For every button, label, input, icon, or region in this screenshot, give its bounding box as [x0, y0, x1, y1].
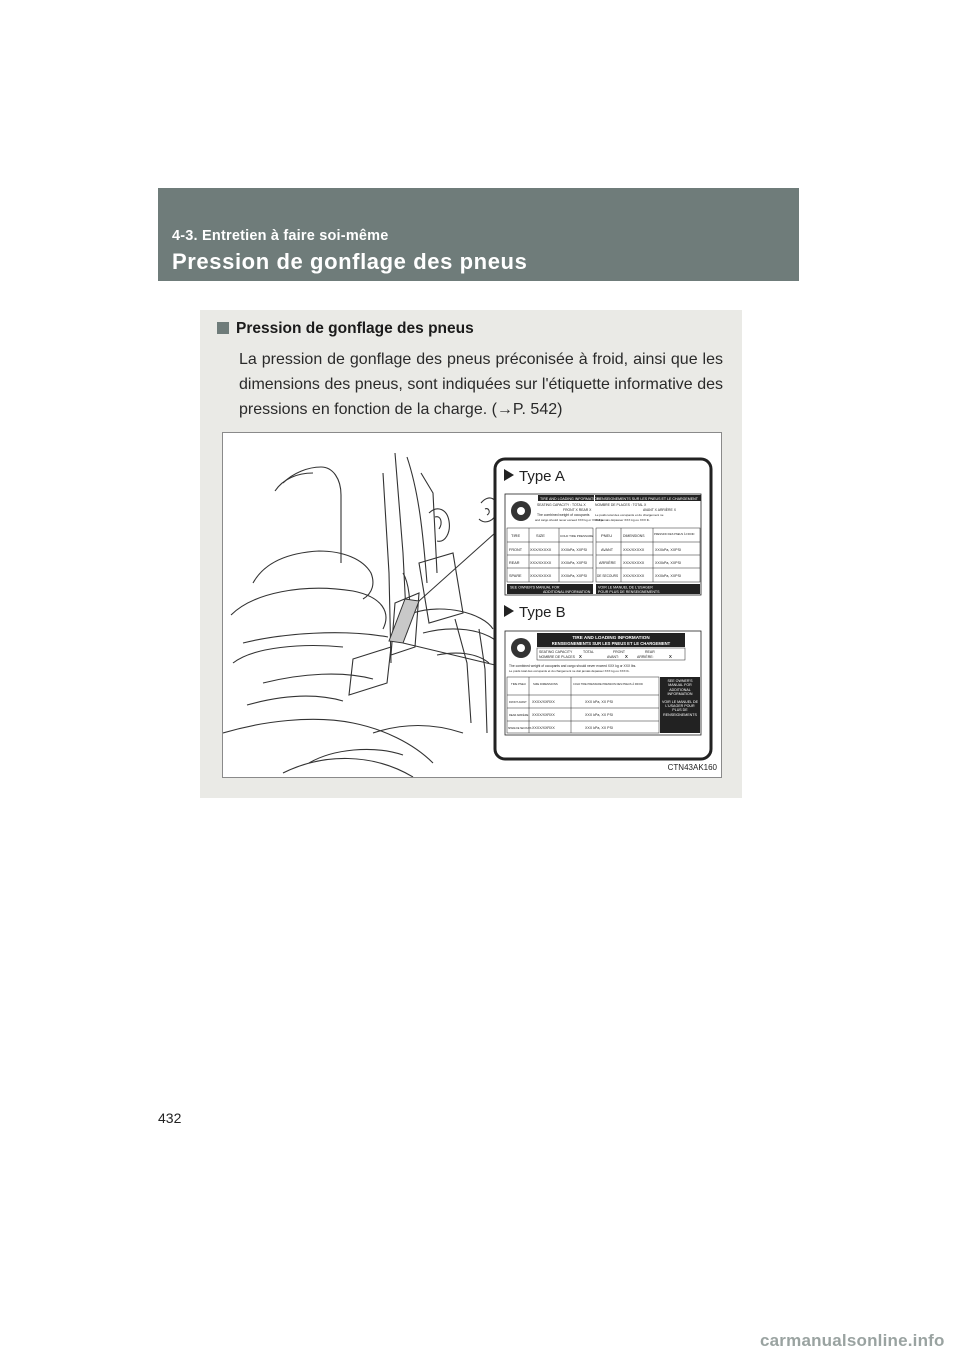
svg-text:XXXkPa, XXPSI: XXXkPa, XXPSI — [655, 561, 681, 565]
type-b-label: Type B — [519, 604, 566, 621]
svg-text:RENSEIGNEMENTS SUR LES PNEUS E: RENSEIGNEMENTS SUR LES PNEUS ET LE CHARGEMENT — [597, 497, 698, 501]
svg-text:The combined weight of occupan: The combined weight of occupants — [537, 513, 590, 517]
svg-text:X: X — [669, 654, 672, 659]
svg-text:XXXkPa, XXPSI: XXXkPa, XXPSI — [561, 561, 587, 565]
svg-text:XXX kPa, XX PSI: XXX kPa, XX PSI — [585, 726, 613, 730]
svg-text:XXXkPa, XXPSI: XXXkPa, XXPSI — [561, 574, 587, 578]
svg-text:FRONT: FRONT — [509, 548, 523, 552]
label-type-b — [505, 631, 701, 735]
svg-text:The combined weight of occupan: The combined weight of occupants and cargo should never exceed XXX kg or XXX lbs. — [509, 664, 637, 668]
svg-text:AVANT:: AVANT: — [607, 655, 619, 659]
svg-text:X: X — [625, 654, 628, 659]
svg-text:XXXkPa, XXPSI: XXXkPa, XXPSI — [561, 548, 587, 552]
watermark: carmanualsonline.info — [760, 1331, 945, 1350]
svg-text:COLD TIRE PRESSURE: COLD TIRE PRESSURE — [560, 534, 594, 538]
body-paragraph: La pression de gonflage des pneus préconisée à froid, ainsi que les dimensions des pneus, sont indiquées sur l'étiquette informative des pressions en fonction de la charge. (→P. 542) — [239, 351, 723, 418]
svg-text:DE SECOURS: DE SECOURS — [597, 574, 619, 578]
svg-text:XXXX/XXRXX: XXXX/XXRXX — [532, 713, 555, 717]
tire-label-illustration — [222, 432, 722, 778]
svg-text:SIZE: SIZE — [536, 533, 545, 538]
label-b-side-fr: VOIR LE MANUEL DE L'USAGER POUR PLUS DE RENSEIGNEMENTS — [661, 699, 698, 717]
type-a-label: Type A — [519, 468, 565, 485]
subheading-text: Pression de gonflage des pneus — [236, 320, 474, 337]
illustration-code: CTN43AK160 — [667, 763, 717, 772]
svg-text:REAR ARRIÈRE: REAR ARRIÈRE — [509, 714, 529, 717]
svg-text:SEATING CAPACITY: SEATING CAPACITY — [539, 650, 573, 654]
svg-text:COLD TIRE PRESSURE PRESSION DE: COLD TIRE PRESSURE PRESSION DES PNEUS À FROID — [573, 683, 643, 686]
svg-text:XXXX/XXRXX: XXXX/XXRXX — [532, 700, 555, 704]
svg-text:SEE OWNER'S MANUAL FOR: SEE OWNER'S MANUAL FOR — [510, 585, 560, 590]
svg-text:FRONT X REAR X: FRONT X REAR X — [563, 508, 592, 512]
svg-text:XXXX/XXRXX: XXXX/XXRXX — [532, 726, 555, 730]
svg-text:PRESSION DES PNEUS À FROID: PRESSION DES PNEUS À FROID — [654, 533, 695, 536]
svg-text:REAR: REAR — [509, 561, 520, 565]
subheading — [217, 320, 474, 338]
svg-text:XXX/XXXXX: XXX/XXXXX — [623, 548, 645, 552]
svg-text:doit jamais dépasser XXX kg ou: doit jamais dépasser XXX kg ou XXX lb. — [595, 518, 651, 522]
svg-text:DIMENSIONS: DIMENSIONS — [623, 534, 645, 538]
page-number: 432 — [158, 1110, 182, 1126]
car-door-drawing — [223, 453, 499, 777]
page-title: Pression de gonflage des pneus — [172, 249, 528, 274]
svg-text:SPARE: SPARE — [509, 574, 522, 578]
label-b-side-en: SEE OWNER'S MANUAL FOR ADDITIONAL INFORMATION — [667, 679, 693, 697]
svg-text:AVANT X ARRIÈRE X: AVANT X ARRIÈRE X — [643, 508, 676, 512]
svg-text:TIRE AND LOADING INFORMATION: TIRE AND LOADING INFORMATION — [572, 635, 650, 640]
svg-text:TOTAL: TOTAL — [583, 650, 594, 654]
svg-text:X: X — [579, 654, 582, 659]
svg-text:FRONT: FRONT — [613, 650, 626, 654]
svg-text:NOMBRE DE PLACES : TOTAL X: NOMBRE DE PLACES : TOTAL X — [595, 503, 647, 507]
svg-text:POUR PLUS DE RENSEIGNEMENTS: POUR PLUS DE RENSEIGNEMENTS — [598, 590, 660, 594]
svg-text:ARRIÈRE:: ARRIÈRE: — [637, 655, 654, 659]
svg-text:SIZE DIMENSIONS: SIZE DIMENSIONS — [533, 682, 558, 686]
svg-text:XXXkPa, XXPSI: XXXkPa, XXPSI — [655, 574, 681, 578]
svg-text:RENSEIGNEMENTS SUR LES PNEUS E: RENSEIGNEMENTS SUR LES PNEUS ET LE CHARGEMENT — [551, 641, 671, 646]
svg-text:NOMBRE DE PLACES: NOMBRE DE PLACES — [539, 655, 575, 659]
svg-text:ARRIÈRE: ARRIÈRE — [599, 561, 616, 565]
svg-text:XXX/XXXXX: XXX/XXXXX — [623, 561, 645, 565]
svg-text:XXX/XXXXX: XXX/XXXXX — [530, 561, 552, 565]
svg-text:TIRE PNEU: TIRE PNEU — [511, 682, 526, 686]
svg-text:SEATING CAPACITY : TOTAL X: SEATING CAPACITY : TOTAL X — [537, 503, 586, 507]
svg-text:XXXkPa, XXPSI: XXXkPa, XXPSI — [655, 548, 681, 552]
svg-text:FRONT AVANT: FRONT AVANT — [509, 701, 527, 704]
svg-text:XXX kPa, XX PSI: XXX kPa, XX PSI — [585, 713, 613, 717]
svg-text:XXX/XXXXX: XXX/XXXXX — [530, 574, 552, 578]
svg-text:and cargo should never exceed: and cargo should never exceed XXX kg or XXX lbs. — [535, 518, 604, 522]
svg-text:XXX/XXXXX: XXX/XXXXX — [530, 548, 552, 552]
svg-text:AVANT: AVANT — [601, 548, 614, 552]
svg-text:SPARE DE SECOURS: SPARE DE SECOURS — [508, 728, 532, 730]
label-type-a — [505, 494, 701, 595]
svg-text:VOIR LE MANUEL DE L'USAGER: VOIR LE MANUEL DE L'USAGER — [598, 585, 653, 590]
svg-text:PNEU: PNEU — [601, 533, 613, 538]
callout-line-top — [419, 533, 495, 601]
bullet-square-icon — [217, 322, 229, 334]
svg-text:XXX kPa, XX PSI: XXX kPa, XX PSI — [585, 700, 613, 704]
svg-text:Le poids total des occupants e: Le poids total des occupants et du chargement ne doit jamais dépasser XXX kg ou XXX lb. — [509, 669, 630, 673]
svg-text:ADDITIONAL INFORMATION: ADDITIONAL INFORMATION — [543, 590, 591, 594]
svg-text:Le poids total des occupants e: Le poids total des occupants et du chargement ne — [595, 513, 664, 517]
illustration-svg — [223, 433, 721, 777]
svg-text:TIRE AND LOADING INFORMATION: TIRE AND LOADING INFORMATION — [540, 497, 600, 501]
svg-text:XXX/XXXXX: XXX/XXXXX — [623, 574, 645, 578]
section-label: 4-3. Entretien à faire soi-même — [172, 228, 389, 244]
svg-text:TIRE: TIRE — [511, 533, 521, 538]
svg-text:REAR: REAR — [645, 650, 655, 654]
